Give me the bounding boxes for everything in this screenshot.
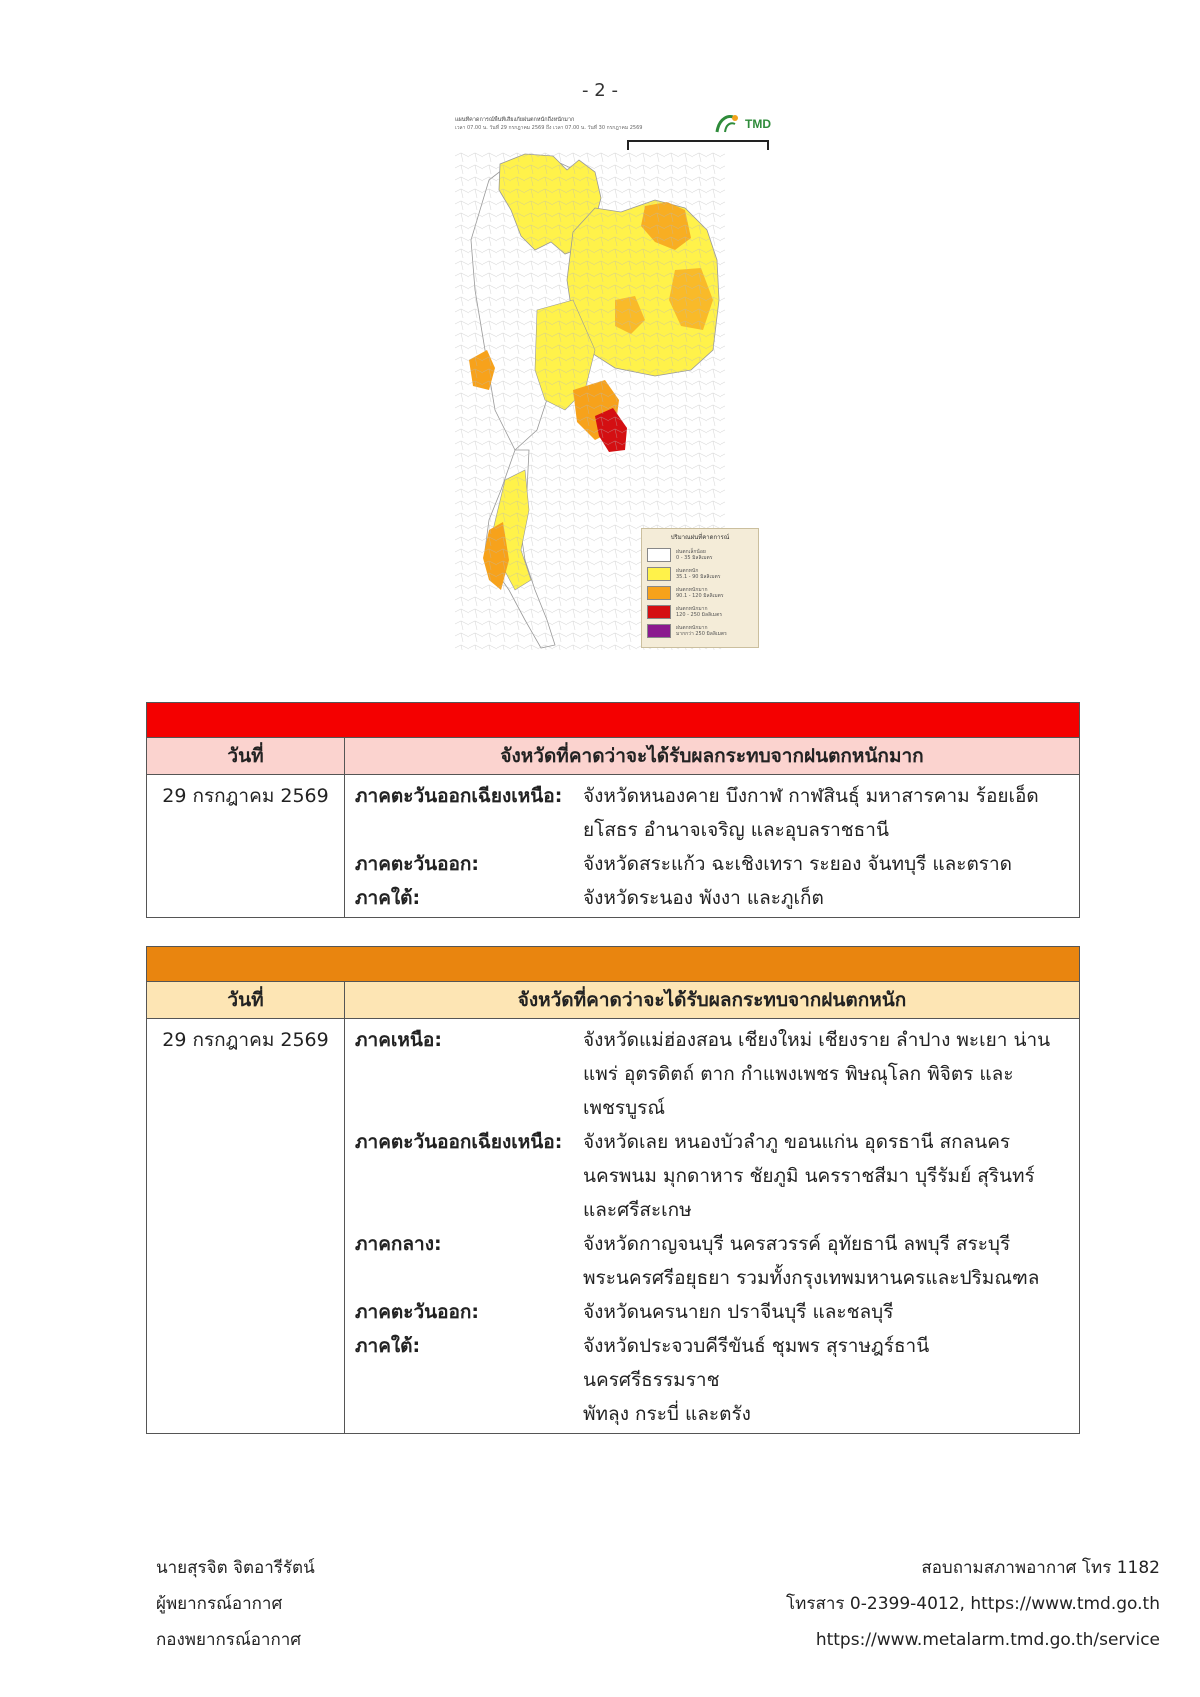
legend-item xyxy=(647,602,753,621)
map-legend xyxy=(641,528,759,648)
province-list xyxy=(583,1023,1079,1125)
forecast-date: 29 กรกฎาคม 2569 xyxy=(147,1019,345,1433)
region-row xyxy=(355,881,1079,915)
province-line: จังหวัดระนอง พังงา และภูเก็ต xyxy=(583,887,824,909)
region-name: ภาคตะวันออก: xyxy=(355,853,480,875)
region-list xyxy=(345,1019,1079,1433)
table-body-row xyxy=(147,775,1079,917)
forecaster-signature xyxy=(156,1550,315,1658)
region-name: ภาคตะวันออกเฉียงเหนือ: xyxy=(355,1131,563,1153)
region-name: ภาคกลาง: xyxy=(355,1233,442,1255)
province-list xyxy=(583,1125,1079,1227)
legend-label: ฝนตกหนักมาก 90.1 - 120 มิลลิเมตร xyxy=(676,586,724,599)
province-line: จังหวัดเลย หนองบัวลำภู ขอนแก่น อุดรธานี สกลนคร xyxy=(583,1131,1011,1153)
rain-forecast-map-figure xyxy=(455,110,775,655)
region-row xyxy=(355,1329,1079,1431)
legend-swatch xyxy=(647,567,671,581)
tmd-logo-text: TMD xyxy=(745,117,771,131)
province-line: จังหวัดหนองคาย บึงกาฬ กาฬสินธุ์ มหาสารคาม ร้อยเอ็ด xyxy=(583,785,1039,807)
contact-info xyxy=(786,1550,1160,1658)
province-list xyxy=(583,847,1079,881)
province-line: จังหวัดนครนายก ปราจีนบุรี และชลบุรี xyxy=(583,1301,894,1323)
province-line: แพร่ อุตรดิตถ์ ตาก กำแพงเพชร พิษณุโลก พิจิตร และเพชรบูรณ์ xyxy=(583,1063,1014,1119)
forecaster-name: นายสุรจิต จิตอารีรัตน์ xyxy=(156,1558,315,1578)
table-header-row xyxy=(147,982,1079,1019)
legend-item xyxy=(647,621,753,640)
legend-label: ฝนตกหนักมาก มากกว่า 250 มิลลิเมตร xyxy=(676,624,727,637)
legend-swatch xyxy=(647,548,671,562)
map-header-period: เวลา 07.00 น. วันที่ 29 กรกฎาคม 2569 ถึง เวลา 07.00 น. วันที่ 30 กรกฎาคม 2569 xyxy=(455,125,643,131)
province-line: พัทลุง กระบี่ และตรัง xyxy=(583,1403,751,1425)
forecaster-division: กองพยากรณ์อากาศ xyxy=(156,1630,302,1650)
legend-title: ปริมาณฝนที่คาดการณ์ xyxy=(670,534,730,541)
region-row xyxy=(355,779,1079,847)
legend-item xyxy=(647,545,753,564)
region-row xyxy=(355,1023,1079,1125)
table-body-row xyxy=(147,1019,1079,1433)
legend-item xyxy=(647,583,753,602)
province-line: ยโสธร อำนาจเจริญ และอุบลราชธานี xyxy=(583,819,889,841)
province-line: พระนครศรีอยุธยา รวมทั้งกรุงเทพมหานครและปริมณฑล xyxy=(583,1267,1040,1289)
legend-label: ฝนตกหนักมาก 120 - 250 มิลลิเมตร xyxy=(676,605,723,618)
contact-phone: สอบถามสภาพอากาศ โทร 1182 xyxy=(921,1558,1160,1578)
heavy-rain-band xyxy=(147,947,1079,982)
header-provinces: จังหวัดที่คาดว่าจะได้รับผลกระทบจากฝนตกหนักมาก xyxy=(500,745,924,767)
province-list xyxy=(583,1227,1079,1295)
table-header-row xyxy=(147,738,1079,775)
province-list xyxy=(583,779,1079,847)
header-date: วันที่ xyxy=(147,982,345,1018)
map-header-title: แผนที่คาดการณ์พื้นที่เสี่ยงภัยฝนตกหนักถึงหนักมาก xyxy=(455,117,575,123)
region-name: ภาคใต้: xyxy=(355,1335,421,1357)
region-name: ภาคเหนือ: xyxy=(355,1029,442,1051)
province-line: จังหวัดกาญจนบุรี นครสวรรค์ อุทัยธานี ลพบุรี สระบุรี xyxy=(583,1233,1011,1255)
forecast-date: 29 กรกฎาคม 2569 xyxy=(147,775,345,917)
region-name: ภาคตะวันออกเฉียงเหนือ: xyxy=(355,785,563,807)
legend-swatch xyxy=(647,624,671,638)
map-header xyxy=(455,116,710,132)
region-row xyxy=(355,1295,1079,1329)
region-name: ภาคตะวันออก: xyxy=(355,1301,480,1323)
header-provinces: จังหวัดที่คาดว่าจะได้รับผลกระทบจากฝนตกหนัก xyxy=(517,989,907,1011)
tmd-logo xyxy=(713,110,773,136)
legend-label: ฝนตกหนัก 35.1 - 90 มิลลิเมตร xyxy=(676,567,721,580)
province-line: จังหวัดแม่ฮ่องสอน เชียงใหม่ เชียงราย ลำปาง พะเยา น่าน xyxy=(583,1029,1051,1051)
contact-fax-website[interactable]: โทรสาร 0-2399-4012, https://www.tmd.go.th xyxy=(786,1594,1160,1614)
province-line: และศรีสะเกษ xyxy=(583,1199,692,1221)
region-row xyxy=(355,1227,1079,1295)
province-list xyxy=(583,1295,1079,1329)
tmd-logo-icon xyxy=(713,110,743,136)
forecaster-position: ผู้พยากรณ์อากาศ xyxy=(156,1594,283,1614)
region-row xyxy=(355,1125,1079,1227)
province-line: จังหวัดประจวบคีรีขันธ์ ชุมพร สุราษฎร์ธานี นครศรีธรรมราช xyxy=(583,1335,930,1391)
legend-item xyxy=(647,564,753,583)
header-date: วันที่ xyxy=(147,738,345,774)
legend-swatch xyxy=(647,605,671,619)
very-heavy-rain-table xyxy=(146,702,1080,918)
heavy-rain-table xyxy=(146,946,1080,1434)
page-number: - 2 - xyxy=(582,80,618,101)
province-line: จังหวัดสระแก้ว ฉะเชิงเทรา ระยอง จันทบุรี และตราด xyxy=(583,853,1013,875)
very-heavy-rain-band xyxy=(147,703,1079,738)
legend-swatch xyxy=(647,586,671,600)
province-list xyxy=(583,1329,1079,1431)
province-list xyxy=(583,881,1079,915)
region-name: ภาคใต้: xyxy=(355,887,421,909)
region-row xyxy=(355,847,1079,881)
region-list xyxy=(345,775,1079,917)
province-line: นครพนม มุกดาหาร ชัยภูมิ นครราชสีมา บุรีรัมย์ สุรินทร์ xyxy=(583,1165,1035,1187)
contact-service-link[interactable]: https://www.metalarm.tmd.go.th/service xyxy=(815,1630,1160,1650)
legend-label: ฝนตกเล็กน้อย 0 - 35 มิลลิเมตร xyxy=(676,548,713,561)
